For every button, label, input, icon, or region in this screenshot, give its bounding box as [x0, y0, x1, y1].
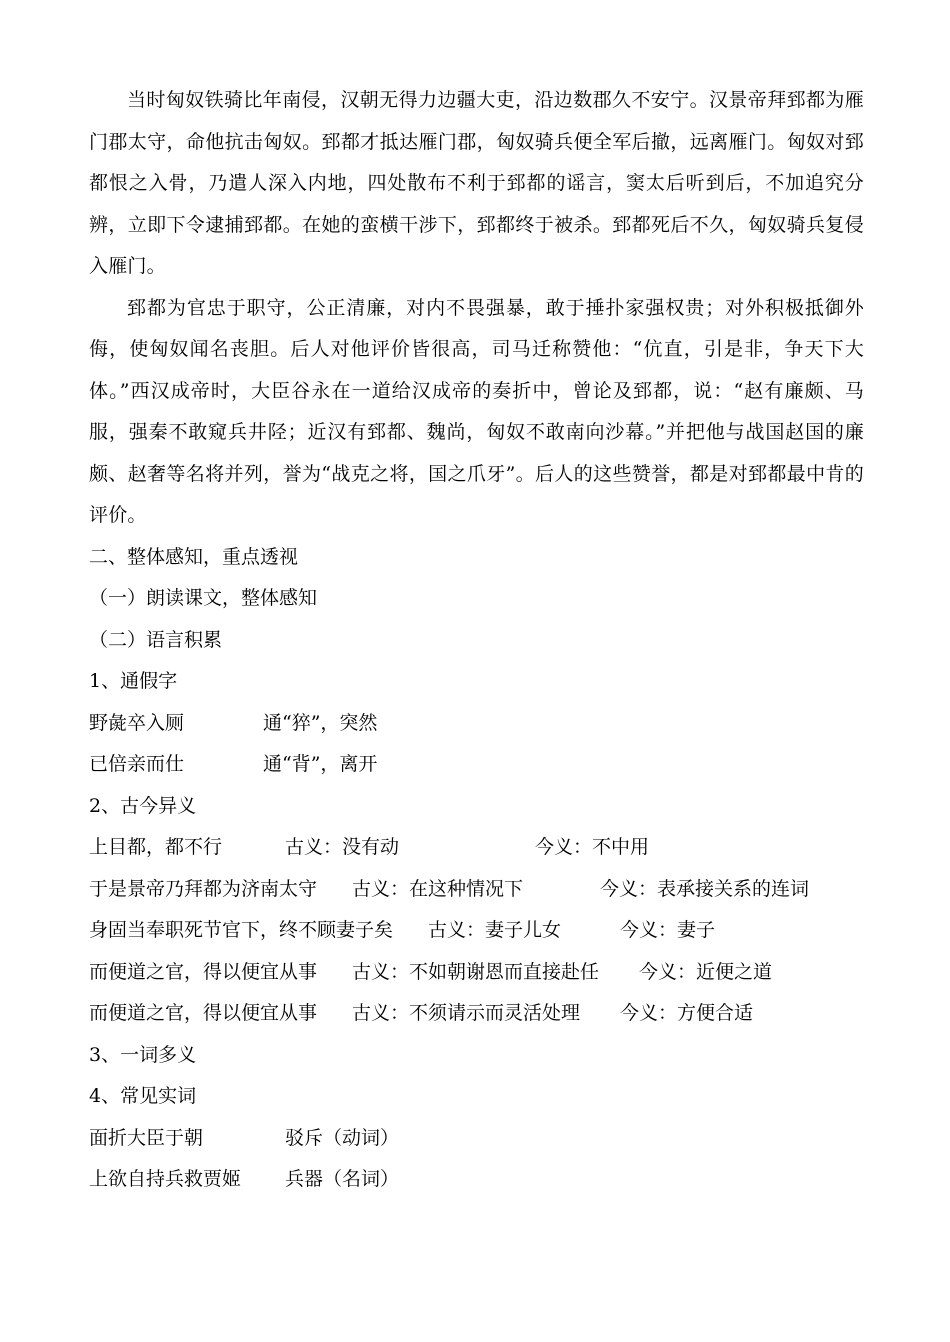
shici-row [89, 1118, 864, 1160]
item-heading-gujin: 2、古今异义 [89, 794, 197, 817]
paragraph-1: 当时匈奴铁骑比年南侵，汉朝无得力边疆大吏，沿边数郡久不安宁。汉景帝拜郅都为雁门郡太守，命他抗击匈奴。郅都才抵达雁门郡，匈奴骑兵便全军后撤，远离雁门。匈奴对郅都恨之入骨，乃遣人深入内地，四处散布不利于郅都的谣言，窦太后听到后，不加追究分辨，立即下令逮捕郅都。在她的蛮横干涉下，郅都终于被杀。郅都死后不久，匈奴骑兵复侵入雁门。 [89, 89, 864, 277]
gujin-row [89, 869, 864, 911]
shici-explain: 驳斥（动词） [285, 1126, 400, 1149]
section-heading: 二、整体感知，重点透视 [89, 545, 299, 568]
document-page [89, 80, 864, 1201]
gujin-row [89, 910, 864, 952]
gujin-old: 古义：不须请示而灵活处理 [352, 1002, 581, 1024]
gujin-new: 今义：方便合适 [620, 1002, 754, 1024]
shici-row [89, 1159, 864, 1201]
gujin-phrase: 上目都，都不行 [89, 836, 223, 858]
item-heading-tongjia: 1、通假字 [89, 670, 178, 692]
gujin-new: 今义：妻子 [620, 919, 716, 941]
gujin-phrase: 而便道之官，得以便宜从事 [89, 1002, 318, 1024]
gujin-new: 今义：表承接关系的连词 [600, 877, 810, 900]
gujin-row [89, 952, 864, 994]
paragraph-2: 郅都为官忠于职守，公正清廉，对内不畏强暴，敢于捶扑家强权贵；对外积极抵御外侮，使匈奴闻名丧胆。后人对他评价皆很高，司马迁称赞他：“伉直，引是非，争天下大体。”西汉成帝时，大臣谷永在一道给汉成帝的奏折中，曾论及郅都，说：“赵有廉颇、马服，强秦不敢窥兵井陉；近汉有郅都、魏尚，匈奴不敢南向沙幕。”并把他与战国赵国的廉颇、赵奢等名将并列，誉为“战克之将，国之爪牙”。后人的这些赞誉，都是对郅都最中肯的评价。 [89, 296, 864, 526]
subsection-heading-2: （二）语言积累 [89, 628, 223, 651]
gujin-phrase: 身固当奉职死节官下，终不顾妻子矣 [89, 919, 394, 941]
tongjia-explain: 通“猝”，突然 [263, 711, 378, 734]
item-heading-yicimeiyi: 3、一词多义 [89, 1043, 197, 1066]
gujin-new: 今义：近便之道 [639, 960, 773, 983]
gujin-phrase: 于是景帝乃拜都为济南太守 [89, 877, 318, 900]
tongjia-row [89, 703, 864, 745]
gujin-new: 今义：不中用 [535, 836, 650, 858]
tongjia-phrase: 已倍亲而仕 [89, 753, 185, 775]
gujin-old: 古义：没有动 [285, 836, 400, 858]
tongjia-row [89, 744, 864, 786]
gujin-row [89, 993, 864, 1035]
gujin-old: 古义：在这种情况下 [352, 877, 524, 900]
tongjia-phrase: 野彘卒入厕 [89, 711, 185, 734]
shici-phrase: 上欲自持兵救贾姬 [89, 1168, 242, 1190]
gujin-old: 古义：不如朝谢恩而直接赴任 [352, 960, 600, 983]
tongjia-explain: 通“背”，离开 [263, 753, 378, 775]
shici-explain: 兵器（名词） [285, 1168, 400, 1190]
item-heading-shici: 4、常见实词 [89, 1085, 197, 1107]
gujin-phrase: 而便道之官，得以便宜从事 [89, 960, 318, 983]
gujin-row [89, 827, 864, 869]
shici-phrase: 面折大臣于朝 [89, 1126, 204, 1149]
subsection-heading-1: （一）朗读课文，整体感知 [89, 587, 318, 609]
gujin-old: 古义：妻子儿女 [428, 919, 562, 941]
